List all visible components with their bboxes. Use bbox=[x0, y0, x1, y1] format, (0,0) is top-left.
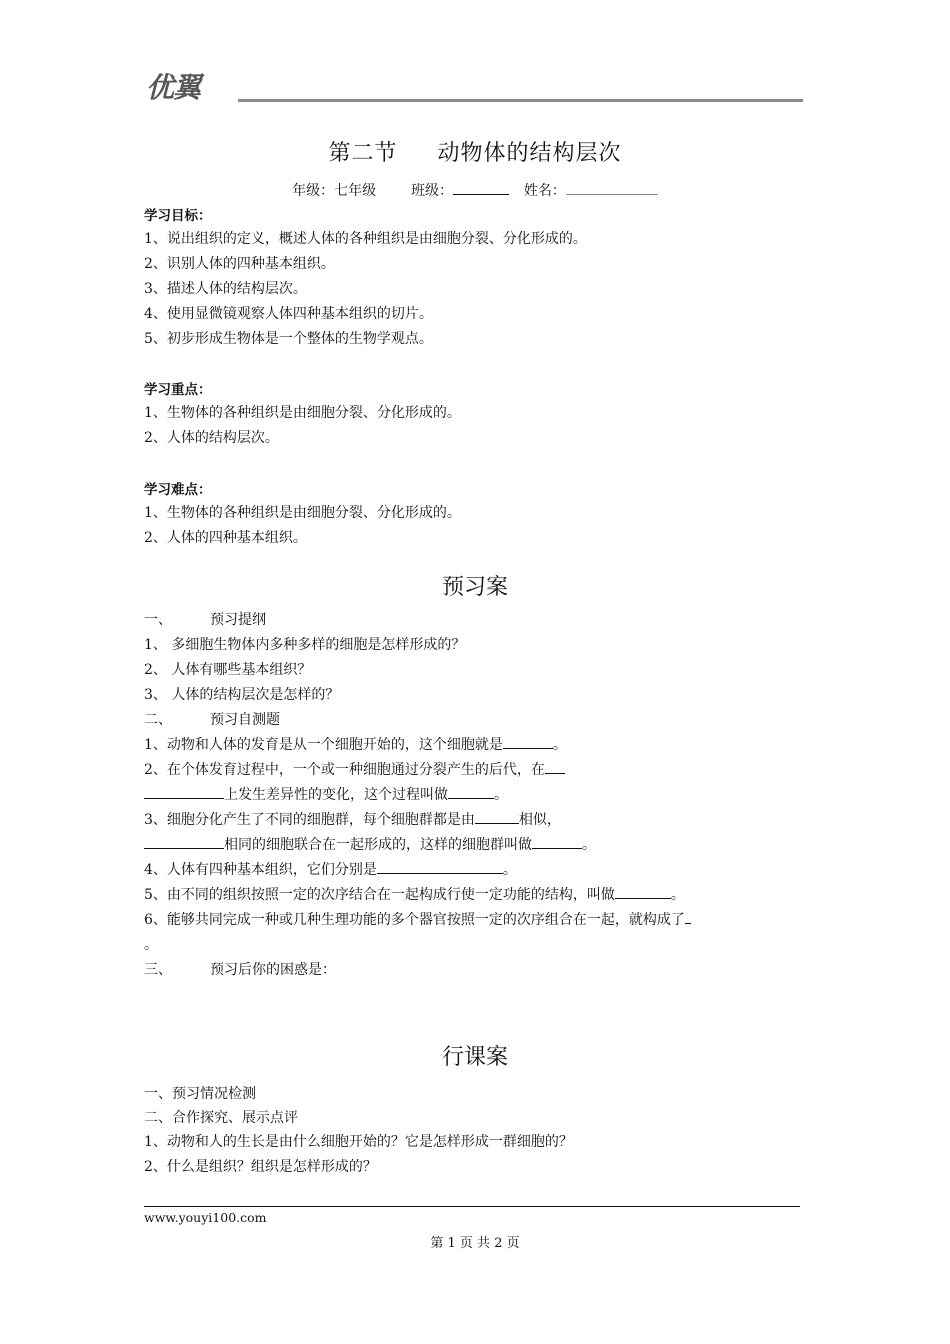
part-number: 一、 bbox=[144, 612, 172, 628]
question-text: 6、能够共同完成一种或几种生理功能的多个器官按照一定的次序组合在一起，就构成了 bbox=[144, 912, 685, 928]
goal-item: 1、说出组织的定义，概述人体的各种组织是由细胞分裂、分化形成的。 bbox=[144, 231, 587, 247]
goal-item: 2、识别人体的四种基本组织。 bbox=[144, 256, 335, 272]
name-blank[interactable] bbox=[566, 180, 658, 195]
grade-label: 年级：七年级 bbox=[292, 183, 377, 199]
question-text: 3、细胞分化产生了不同的细胞群，每个细胞群都是由 bbox=[144, 812, 475, 828]
part-number: 二、 bbox=[144, 712, 172, 728]
answer-blank[interactable] bbox=[144, 784, 224, 799]
title-topic: 动物体的结构层次 bbox=[437, 141, 622, 166]
outline-item: 2、 人体有哪些基本组织？ bbox=[144, 662, 312, 678]
question-3-cont bbox=[144, 834, 596, 854]
difficulty-item: 2、人体的四种基本组织。 bbox=[144, 530, 307, 546]
outline-item: 1、 多细胞生物体内多种多样的细胞是怎样形成的？ bbox=[144, 637, 466, 653]
class-blank[interactable] bbox=[453, 180, 509, 195]
goal-item: 3、描述人体的结构层次。 bbox=[144, 281, 307, 297]
name-label: 姓名： bbox=[523, 183, 566, 199]
question-text: 4、人体有四种基本组织，它们分别是 bbox=[144, 862, 377, 878]
footer-url[interactable]: www.youyi100.com bbox=[144, 1210, 267, 1225]
part-number: 三、 bbox=[144, 962, 172, 978]
lesson-item: 2、什么是组织？组织是怎样形成的？ bbox=[144, 1159, 377, 1175]
question-6-cont: 。 bbox=[144, 937, 158, 953]
question-2-cont bbox=[144, 784, 508, 804]
answer-blank[interactable] bbox=[615, 884, 671, 899]
header-rule bbox=[238, 99, 803, 102]
preview-part3 bbox=[144, 959, 336, 979]
answer-blank[interactable] bbox=[545, 759, 565, 774]
preview-part1 bbox=[144, 609, 266, 629]
lesson-item: 一、预习情况检测 bbox=[144, 1086, 256, 1102]
preview-heading: 预习案 bbox=[441, 575, 508, 600]
question-text: 相似， bbox=[518, 812, 561, 828]
part-title: 预习提纲 bbox=[210, 612, 266, 628]
goal-item: 4、使用显微镜观察人体四种基本组织的切片。 bbox=[144, 306, 433, 322]
part-title: 预习后你的困惑是： bbox=[210, 962, 336, 978]
lesson-item: 1、动物和人的生长是由什么细胞开始的？它是怎样形成一群细胞的？ bbox=[144, 1134, 573, 1150]
question-text: 1、动物和人体的发育是从一个细胞开始的，这个细胞就是 bbox=[144, 737, 503, 753]
question-text: 相同的细胞联合在一起形成的，这样的细胞群叫做 bbox=[224, 837, 532, 853]
question-1 bbox=[144, 734, 567, 754]
class-label: 班级： bbox=[411, 183, 453, 199]
goal-item: 5、初步形成生物体是一个整体的生物学观点。 bbox=[144, 331, 433, 347]
question-6 bbox=[144, 909, 691, 929]
question-4 bbox=[144, 859, 517, 879]
question-text: 。 bbox=[670, 887, 685, 903]
question-3 bbox=[144, 809, 561, 829]
preview-part2 bbox=[144, 709, 280, 729]
key-points-heading: 学习重点： bbox=[144, 382, 212, 398]
question-text: 上发生差异性的变化，这个过程叫做 bbox=[224, 787, 448, 803]
answer-blank[interactable] bbox=[377, 859, 503, 874]
difficulties-heading: 学习难点： bbox=[144, 482, 212, 498]
page-title bbox=[0, 136, 950, 167]
question-text: 。 bbox=[502, 862, 517, 878]
answer-blank[interactable] bbox=[503, 734, 553, 749]
goals-heading: 学习目标： bbox=[144, 208, 212, 224]
youyi-logo: 优翼 bbox=[146, 71, 201, 104]
page-number: 第 1 页 共 2 页 bbox=[430, 1236, 520, 1251]
question-text: 。 bbox=[552, 737, 567, 753]
outline-item: 3、 人体的结构层次是怎样的？ bbox=[144, 687, 340, 703]
question-text: 5、由不同的组织按照一定的次序结合在一起构成行使一定功能的结构，叫做 bbox=[144, 887, 615, 903]
key-point-item: 2、人体的结构层次。 bbox=[144, 430, 279, 446]
student-info-line bbox=[0, 180, 950, 200]
answer-blank[interactable] bbox=[448, 784, 494, 799]
question-2 bbox=[144, 759, 565, 779]
question-text: 2、在个体发育过程中，一个或一种细胞通过分裂产生的后代，在 bbox=[144, 762, 545, 778]
question-5 bbox=[144, 884, 685, 904]
answer-blank[interactable] bbox=[532, 834, 582, 849]
part-title: 预习自测题 bbox=[210, 712, 280, 728]
answer-blank[interactable] bbox=[475, 809, 519, 824]
answer-blank[interactable] bbox=[144, 834, 224, 849]
key-point-item: 1、生物体的各种组织是由细胞分裂、分化形成的。 bbox=[144, 405, 461, 421]
lesson-heading: 行课案 bbox=[441, 1045, 508, 1070]
question-text: 。 bbox=[494, 787, 508, 803]
question-text: 。 bbox=[582, 837, 596, 853]
footer-rule bbox=[144, 1206, 800, 1207]
lesson-item: 二、合作探究、展示点评 bbox=[144, 1110, 298, 1126]
answer-blank[interactable] bbox=[685, 909, 691, 924]
difficulty-item: 1、生物体的各种组织是由细胞分裂、分化形成的。 bbox=[144, 505, 461, 521]
title-section: 第二节 bbox=[328, 141, 398, 166]
